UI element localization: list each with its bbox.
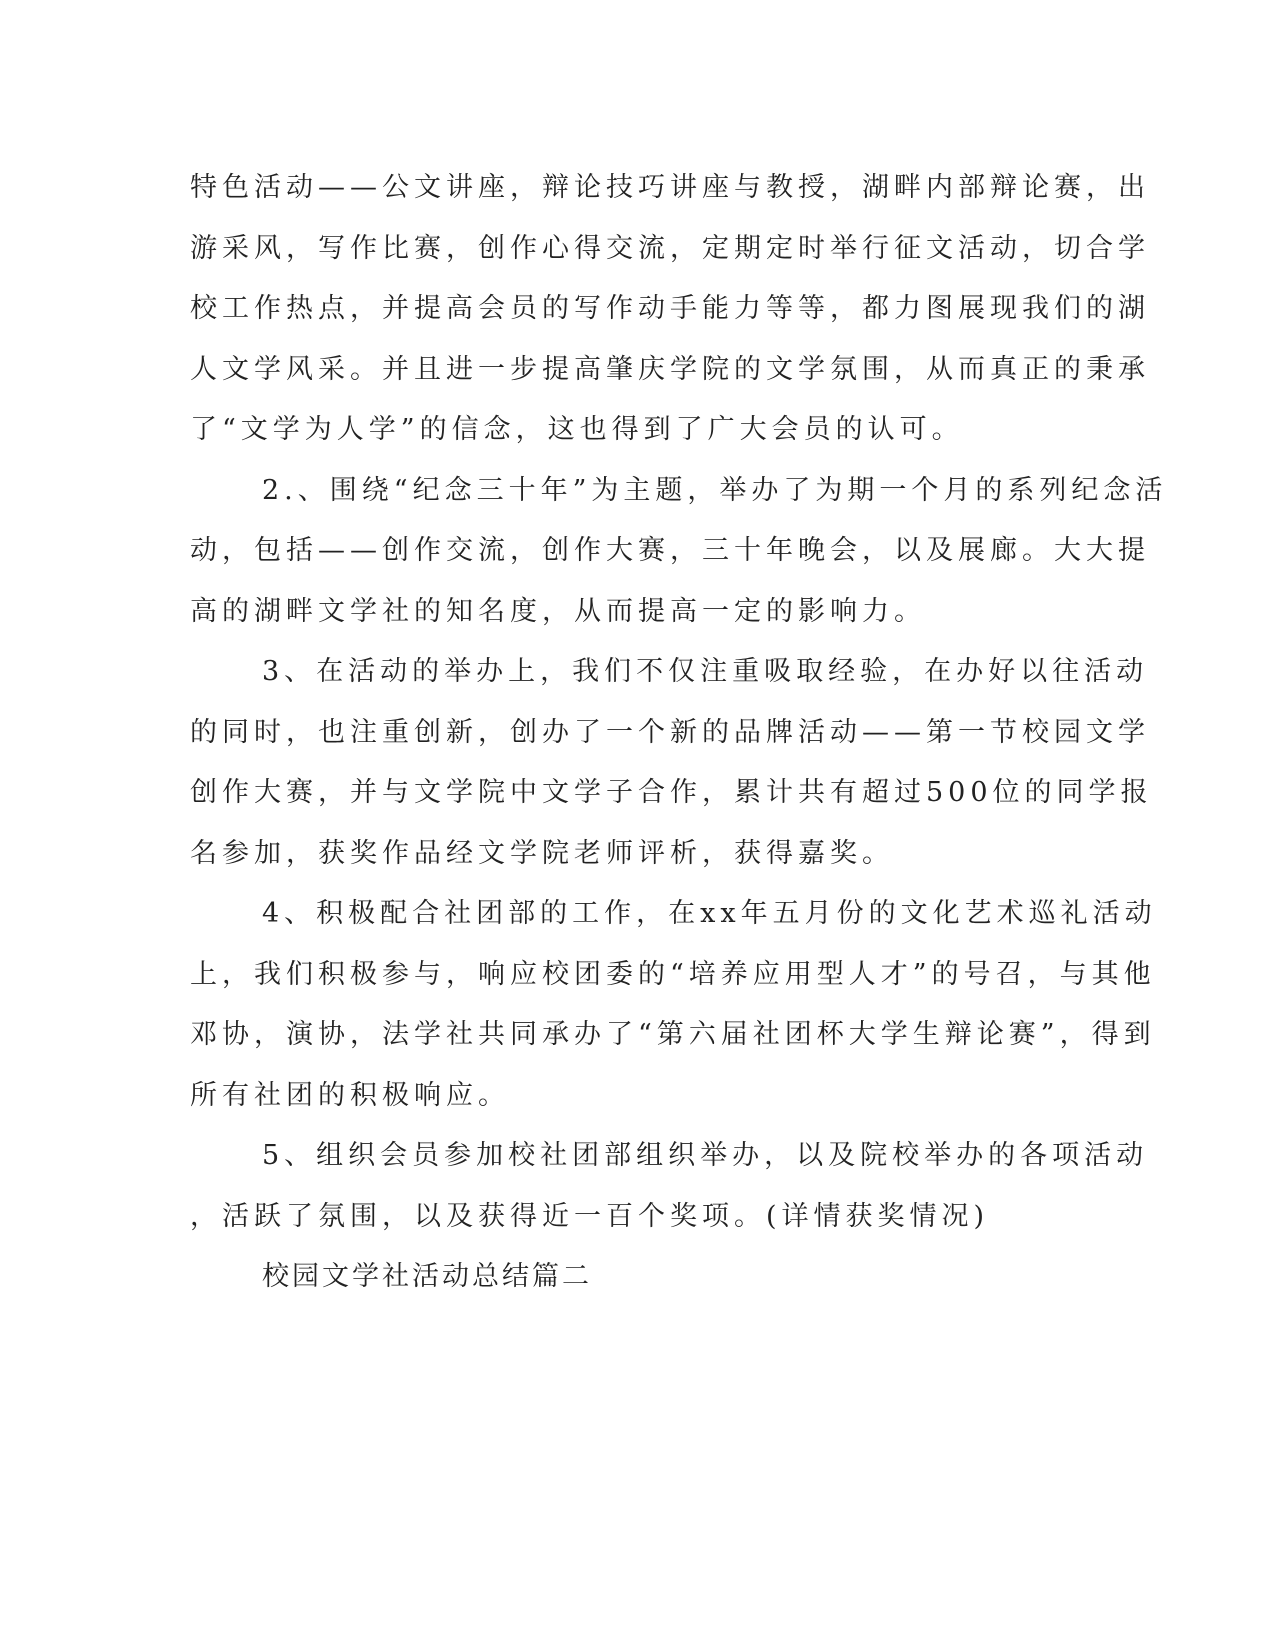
text-line: 3、在活动的举办上，我们不仅注重吸取经验，在办好以往活动 — [262, 656, 1149, 687]
text-line: 高的湖畔文学社的知名度，从而提高一定的影响力。 — [190, 595, 926, 627]
text-line: 上，我们积极参与，响应校团委的“培养应用型人才”的号召，与其他 — [190, 958, 1156, 990]
section-heading-container — [190, 1247, 1070, 1308]
section-heading: 校园文学社活动总结篇二 — [262, 1261, 592, 1292]
text-line: 4、积极配合社团部的工作，在xx年五月份的文化艺术巡礼活动 — [262, 898, 1157, 929]
paragraph-item-4 — [190, 884, 1157, 1126]
text-line: 特色活动——公文讲座，辩论技巧讲座与教授，湖畔内部辩论赛，出 — [190, 172, 1150, 203]
text-line: 游采风，写作比赛，创作心得交流，定期定时举行征文活动，切合学 — [190, 232, 1150, 264]
text-line: 所有社团的积极响应。 — [190, 1079, 510, 1111]
paragraph-item-2 — [190, 461, 1168, 643]
paragraph-activities-continued — [190, 158, 1150, 461]
paragraph-item-3 — [190, 642, 1153, 884]
text-line: 校工作热点，并提高会员的写作动手能力等等，都力图展现我们的湖 — [190, 293, 1150, 324]
text-line: 人文学风采。并且进一步提高肇庆学院的文学氛围，从而真正的秉承 — [190, 353, 1150, 385]
text-line: 2.、围绕“纪念三十年”为主题，举办了为期一个月的系列纪念活 — [262, 474, 1168, 506]
text-line: 了“文学为人学”的信念，这也得到了广大会员的认可。 — [190, 414, 964, 445]
text-line: ，活跃了氛围，以及获得近一百个奖项。(详情获奖情况) — [190, 1200, 990, 1232]
document-body — [190, 158, 1168, 1308]
text-line: 动，包括——创作交流，创作大赛，三十年晚会，以及展廊。大大提 — [190, 535, 1150, 566]
text-line: 名参加，获奖作品经文学院老师评析，获得嘉奖。 — [190, 837, 894, 869]
text-line: 5、组织会员参加校社团部组织举办，以及院校举办的各项活动 — [262, 1140, 1149, 1171]
text-line: 的同时，也注重创新，创办了一个新的品牌活动——第一节校园文学 — [190, 716, 1150, 748]
text-line: 创作大赛，并与文学院中文学子合作，累计共有超过500位的同学报 — [190, 777, 1153, 808]
text-line: 邓协，演协，法学社共同承办了“第六届社团杯大学生辩论赛”，得到 — [190, 1019, 1156, 1050]
paragraph-item-5 — [190, 1126, 1149, 1247]
